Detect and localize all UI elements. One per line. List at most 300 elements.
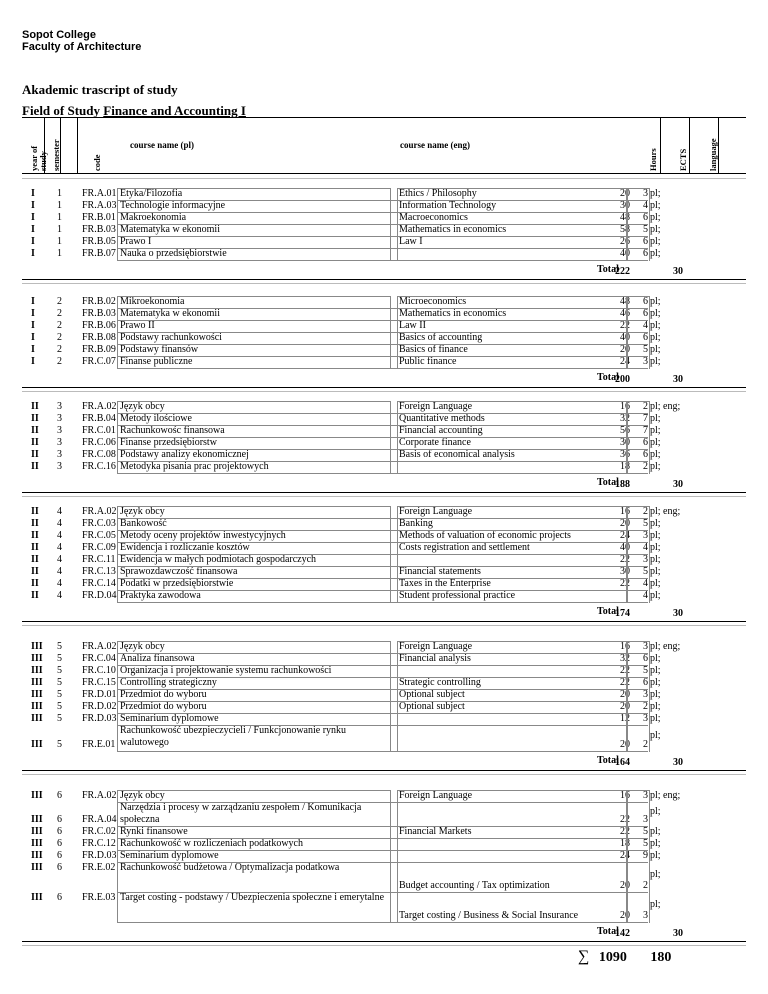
year-cell: I [31,356,35,367]
language-cell: pl; [650,308,661,319]
block-separator [22,941,746,942]
year-cell: III [31,862,43,873]
code-cell: FR.C.10 [82,665,116,676]
ects-cell: 7 [643,413,648,424]
year-cell: II [31,401,39,412]
language-cell: pl; [650,437,661,448]
total-label: Total [597,264,619,275]
ects-cell: 2 [643,701,648,712]
row-divider [117,713,648,714]
total-label: Total [597,606,619,617]
course-eng-cell: Basics of finance [399,344,468,355]
course-pl-cell: Rachunkowość budżetowa / Optymalizacja podatkowa [120,862,340,873]
language-cell: pl; [650,449,661,460]
code-cell: FR.D.03 [82,713,117,724]
language-cell: pl; [650,665,661,676]
course-pl-cell: Technologie informacyjne [120,200,226,211]
hours-cell: 20 [620,518,630,529]
header-divider [44,117,45,173]
hours-cell: 20 [620,701,630,712]
year-cell: III [31,653,43,664]
course-eng-box [397,641,628,752]
sum-symbol: ∑ [578,948,590,965]
hours-cell: 22 [620,554,630,565]
code-cell: FR.A.03 [82,200,117,211]
row-divider [117,530,648,531]
course-eng-box [397,790,628,923]
language-cell: pl; [650,730,661,741]
language-cell: pl; eng; [650,401,681,412]
ects-cell: 6 [643,653,648,664]
year-cell: II [31,566,39,577]
col-header-semester: semester [51,139,61,171]
col-header-code: code [92,154,102,171]
course-eng-cell: Optional subject [399,701,465,712]
year-cell: III [31,826,43,837]
semester-cell: 3 [57,437,62,448]
row-divider [117,461,648,462]
header-divider [689,117,690,173]
total-label: Total [597,477,619,488]
ects-cell: 5 [643,826,648,837]
faculty-name: Faculty of Architecture [22,41,142,53]
hours-cell: 36 [620,449,630,460]
ects-cell: 4 [643,542,648,553]
row-divider [117,212,648,213]
hours-cell: 22 [620,677,630,688]
total-hours: 174 [615,608,630,619]
page-title: Akademic trascript of study [22,82,178,97]
code-cell: FR.C.05 [82,530,116,541]
row-divider [117,838,648,839]
language-cell: pl; [650,677,661,688]
course-eng-cell: Foreign Language [399,401,473,412]
total-ects: 30 [673,757,683,768]
ects-cell: 3 [643,641,648,652]
grand-total [578,948,671,966]
semester-cell: 2 [57,308,62,319]
course-eng-cell: Financial statements [399,566,481,577]
semester-cell: 5 [57,665,62,676]
code-cell: FR.A.02 [82,401,117,412]
ects-cell: 6 [643,308,648,319]
course-pl-cell: Rachunkowość ubezpieczycieli / Funkcjonowanie rynku walutowego [120,725,347,748]
course-pl-cell: Rachunkowośc finansowa [120,425,225,436]
course-pl-cell: Bankowość [120,518,167,529]
semester-cell: 2 [57,356,62,367]
course-eng-cell: Strategic controlling [399,677,481,688]
course-pl-cell: Prawo I [120,236,152,247]
hours-box [626,790,650,923]
course-eng-cell: Microeconomics [399,296,467,307]
hours-cell: 20 [620,739,630,750]
header-divider [660,117,661,173]
course-pl-cell: Podstawy analizy ekonomicznej [120,449,249,460]
ects-cell: 2 [643,461,648,472]
code-cell: FR.E.02 [82,862,116,873]
year-cell: II [31,506,39,517]
code-cell: FR.B.07 [82,248,116,259]
ects-cell: 4 [643,320,648,331]
year-cell: II [31,437,39,448]
language-cell: pl; [650,590,661,601]
hours-cell: 30 [620,566,630,577]
row-divider [117,802,648,803]
semester-cell: 4 [57,554,62,565]
row-divider [117,332,648,333]
course-eng-cell: Banking [399,518,433,529]
ects-cell: 2 [643,506,648,517]
header-divider [718,117,719,173]
grand-total-hours: 1090 [598,950,627,965]
semester-cell: 3 [57,449,62,460]
course-pl-cell: Metodyka pisania prac projektowych [120,461,269,472]
course-pl-cell: Przedmiot do wyboru [120,689,207,700]
block-separator-thin [22,945,746,946]
semester-cell: 4 [57,590,62,601]
course-pl-cell: Ewidencja i rozliczanie kosztów [120,542,250,553]
grand-total-ects: 180 [650,950,672,965]
code-cell: FR.B.05 [82,236,116,247]
course-eng-cell: Foreign Language [399,790,473,801]
course-pl-cell: Sprawozdawczość finansowa [120,566,238,577]
ects-cell: 2 [643,739,648,750]
header-divider [60,117,61,173]
year-cell: I [31,188,35,199]
language-cell: pl; [650,899,661,910]
semester-cell: 4 [57,566,62,577]
header-rule-thin [22,178,746,179]
code-cell: FR.B.03 [82,308,116,319]
code-cell: FR.A.04 [82,814,117,825]
hours-cell: 12 [620,713,630,724]
code-cell: FR.B.08 [82,332,116,343]
row-divider [117,751,648,752]
hours-cell: 30 [620,200,630,211]
ects-cell: 9 [643,850,648,861]
language-cell: pl; [650,248,661,259]
row-divider [117,653,648,654]
course-pl-cell: Mikroekonomia [120,296,185,307]
code-cell: FR.C.12 [82,838,116,849]
course-eng-cell: Information Technology [399,200,497,211]
course-eng-cell: Student professional practice [399,590,516,601]
ects-cell: 6 [643,437,648,448]
language-cell: pl; eng; [650,506,681,517]
code-cell: FR.B.02 [82,296,116,307]
row-divider [117,892,648,893]
semester-cell: 2 [57,332,62,343]
total-hours: 164 [615,757,630,768]
course-eng-cell: Optional subject [399,689,465,700]
ects-cell: 3 [643,814,648,825]
code-cell: FR.E.01 [82,739,116,750]
col-header-year: year of study [29,145,48,171]
row-divider [117,665,648,666]
hours-cell: 46 [620,308,630,319]
header-divider [77,117,78,173]
row-divider [117,922,648,923]
row-divider [117,344,648,345]
course-eng-cell: Macroeconomics [399,212,468,223]
code-cell: FR.A.02 [82,506,117,517]
ects-cell: 3 [643,356,648,367]
hours-cell: 16 [620,506,630,517]
semester-cell: 1 [57,224,62,235]
col-header-course-pl: course name (pl) [130,140,194,150]
semester-cell: 6 [57,862,62,873]
hours-cell: 20 [620,188,630,199]
year-cell: I [31,200,35,211]
semester-cell: 2 [57,344,62,355]
course-pl-cell: Rynki finansowe [120,826,188,837]
hours-cell: 56 [620,425,630,436]
total-ects: 30 [673,928,683,939]
year-cell: III [31,814,43,825]
code-cell: FR.D.02 [82,701,117,712]
code-cell: FR.C.09 [82,542,116,553]
row-divider [117,590,648,591]
semester-cell: 5 [57,689,62,700]
total-label: Total [597,372,619,383]
course-eng-cell: Foreign Language [399,506,473,517]
course-eng-cell: Taxes in the Enterprise [399,578,491,589]
col-header-hours: Hours [648,148,658,171]
code-cell: FR.B.04 [82,413,116,424]
block-separator-thin [22,391,746,392]
year-cell: III [31,677,43,688]
school-header [22,29,141,53]
hours-cell: 58 [620,224,630,235]
code-cell: FR.C.01 [82,425,116,436]
total-hours: 188 [615,479,630,490]
language-cell: pl; [650,212,661,223]
year-cell: I [31,320,35,331]
hours-cell: 40 [620,332,630,343]
language-cell: pl; [650,530,661,541]
language-cell: pl; [650,344,661,355]
course-pl-cell: Finanse publiczne [120,356,193,367]
block-separator [22,387,746,388]
course-eng-cell: Corporate finance [399,437,471,448]
semester-cell: 3 [57,425,62,436]
ects-cell: 5 [643,344,648,355]
semester-cell: 5 [57,653,62,664]
hours-cell: 22 [620,578,630,589]
row-divider [117,850,648,851]
language-cell: pl; [650,200,661,211]
course-eng-cell: Financial Markets [399,826,472,837]
ects-cell: 6 [643,449,648,460]
course-eng-cell: Financial accounting [399,425,483,436]
language-cell: pl; [650,320,661,331]
col-header-ects: ECTS [678,148,688,171]
code-cell: FR.B.01 [82,212,116,223]
course-eng-cell: Basis of economical analysis [399,449,515,460]
ects-cell: 6 [643,677,648,688]
year-cell: II [31,590,39,601]
hours-cell: 40 [620,542,630,553]
course-pl-cell: Organizacja i projektowanie systemu rachunkowości [120,665,332,676]
course-pl-cell: Język obcy [120,641,165,652]
course-pl-cell: Ewidencja w małych podmiotach gospodarczych [120,554,317,565]
semester-cell: 5 [57,739,62,750]
row-divider [117,413,648,414]
year-cell: III [31,713,43,724]
row-divider [117,356,648,357]
semester-cell: 6 [57,838,62,849]
course-pl-cell: Makroekonomia [120,212,187,223]
language-cell: pl; [650,806,661,817]
course-pl-cell: Etyka/Filozofia [120,188,183,199]
language-cell: pl; [650,188,661,199]
language-cell: pl; [650,838,661,849]
code-cell: FR.C.13 [82,566,116,577]
course-eng-cell: Budget accounting / Tax optimization [399,880,550,891]
language-cell: pl; [650,425,661,436]
course-pl-cell: Podatki w przedsiębiorstwie [120,578,234,589]
semester-cell: 4 [57,518,62,529]
ects-cell: 6 [643,236,648,247]
language-cell: pl; [650,296,661,307]
ects-cell: 4 [643,200,648,211]
language-cell: pl; [650,826,661,837]
semester-cell: 3 [57,413,62,424]
course-eng-cell: Financial analysis [399,653,471,664]
year-cell: III [31,850,43,861]
hours-cell: 48 [620,296,630,307]
row-divider [117,473,648,474]
row-divider [117,602,648,603]
code-cell: FR.A.02 [82,790,117,801]
row-divider [117,578,648,579]
hours-cell: 18 [620,461,630,472]
course-eng-cell: Ethics / Philosophy [399,188,477,199]
course-pl-cell: Seminarium dyplomowe [120,713,219,724]
language-cell: pl; eng; [650,790,681,801]
course-pl-cell: Metody ilościowe [120,413,192,424]
row-divider [117,554,648,555]
row-divider [117,518,648,519]
language-cell: pl; [650,689,661,700]
course-eng-cell: Basics of accounting [399,332,483,343]
course-pl-cell: Podstawy finansów [120,344,199,355]
year-cell: I [31,296,35,307]
hours-cell: 30 [620,437,630,448]
block-separator [22,621,746,622]
course-pl-cell: Prawo II [120,320,155,331]
language-cell: pl; [650,518,661,529]
row-divider [117,260,648,261]
year-cell: III [31,892,43,903]
year-cell: I [31,344,35,355]
code-cell: FR.C.07 [82,356,116,367]
year-cell: II [31,518,39,529]
total-ects: 30 [673,374,683,385]
hours-cell: 22 [620,826,630,837]
language-cell: pl; [650,542,661,553]
code-cell: FR.C.06 [82,437,116,448]
header-top-rule [22,117,746,118]
year-cell: I [31,236,35,247]
course-pl-cell: Praktyka zawodowa [120,590,201,601]
total-label: Total [597,755,619,766]
code-cell: FR.D.03 [82,850,117,861]
year-cell: III [31,838,43,849]
language-cell: pl; [650,578,661,589]
row-divider [117,566,648,567]
code-cell: FR.C.14 [82,578,116,589]
semester-cell: 6 [57,850,62,861]
hours-cell: 22 [620,665,630,676]
total-hours: 142 [615,928,630,939]
hours-cell: 32 [620,413,630,424]
course-pl-cell: Target costing - podstawy / Ubezpieczenia społeczne i emerytalne [120,892,385,903]
semester-cell: 6 [57,790,62,801]
code-cell: FR.B.06 [82,320,116,331]
code-cell: FR.C.15 [82,677,116,688]
semester-cell: 1 [57,200,62,211]
hours-cell: 16 [620,641,630,652]
total-ects: 30 [673,608,683,619]
header-bottom-rule [22,173,746,174]
total-label: Total [597,926,619,937]
row-divider [117,437,648,438]
code-cell: FR.C.08 [82,449,116,460]
total-ects: 30 [673,479,683,490]
block-separator-thin [22,283,746,284]
code-cell: FR.C.03 [82,518,116,529]
ects-cell: 5 [643,665,648,676]
total-hours: 222 [615,266,630,277]
semester-cell: 1 [57,236,62,247]
ects-cell: 3 [643,689,648,700]
year-cell: II [31,554,39,565]
language-cell: pl; [650,332,661,343]
row-divider [117,320,648,321]
course-pl-cell: Przedmiot do wyboru [120,701,207,712]
language-cell: pl; [650,850,661,861]
code-cell: FR.B.03 [82,224,116,235]
course-pl-cell: Matematyka w ekonomii [120,308,220,319]
ects-cell: 6 [643,212,648,223]
year-cell: II [31,449,39,460]
ects-cell: 3 [643,713,648,724]
course-pl-cell: Analiza finansowa [120,653,195,664]
year-cell: I [31,224,35,235]
hours-cell: 20 [620,880,630,891]
ects-cell: 5 [643,838,648,849]
semester-cell: 1 [57,188,62,199]
semester-cell: 4 [57,542,62,553]
hours-cell: 20 [620,689,630,700]
ects-cell: 6 [643,332,648,343]
year-cell: I [31,308,35,319]
hours-cell: 16 [620,401,630,412]
language-cell: pl; eng; [650,641,681,652]
block-separator [22,492,746,493]
semester-cell: 3 [57,401,62,412]
field-label: Field of Study [22,103,104,118]
hours-cell: 24 [620,850,630,861]
course-eng-cell: Public finance [399,356,457,367]
semester-cell: 4 [57,530,62,541]
row-divider [117,862,648,863]
row-divider [117,308,648,309]
course-eng-cell: Mathematics in economics [399,224,507,235]
language-cell: pl; [650,701,661,712]
block-separator-thin [22,625,746,626]
